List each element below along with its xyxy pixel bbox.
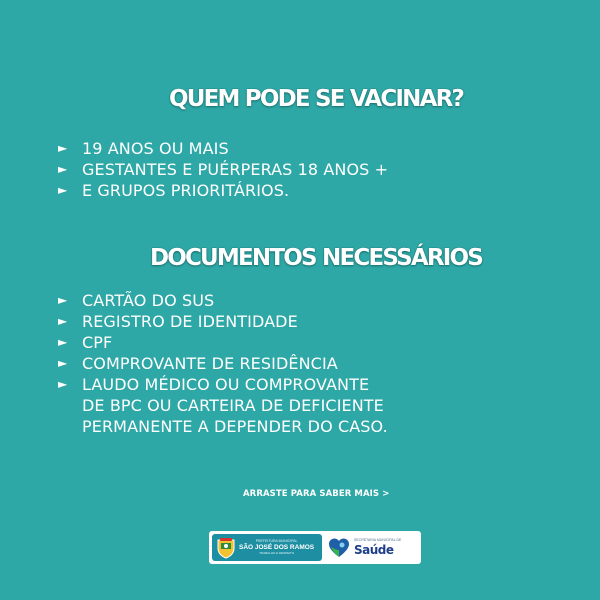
municipality-logo-name: SÃO JOSÉ DOS RAMOS (239, 543, 315, 551)
health-logo-name: Saúde (354, 543, 394, 558)
bullet-arrow-icon: ► (58, 293, 68, 307)
list-item-text: 19 ANOS OU MAIS (82, 139, 229, 158)
list-item-line: DE BPC OU CARTEIRA DE DEFICIENTE (82, 396, 384, 415)
municipality-logo (212, 534, 322, 561)
municipal-crest-icon (215, 537, 237, 559)
list-item (58, 159, 388, 180)
eligibility-list (58, 138, 388, 201)
list-item-line: LAUDO MÉDICO OU COMPROVANTE (82, 375, 370, 394)
list-item-text: CPF (82, 333, 113, 352)
heading-required-documents: DOCUMENTOS NECESSÁRIOS (149, 245, 483, 271)
swipe-for-more-link[interactable]: ARRASTE PARA SABER MAIS > (243, 489, 390, 499)
list-item-text: COMPROVANTE DE RESIDÊNCIA (82, 354, 338, 373)
list-item-text-multiline (82, 374, 388, 437)
list-item (58, 353, 388, 374)
list-item-text: E GRUPOS PRIORITÁRIOS. (82, 181, 290, 200)
bullet-arrow-icon: ► (58, 377, 68, 391)
heart-icon (328, 537, 350, 559)
bullet-arrow-icon: ► (58, 141, 68, 155)
documents-list (58, 290, 388, 437)
list-item (58, 180, 388, 201)
list-item (58, 332, 388, 353)
list-item-text: CARTÃO DO SUS (82, 291, 215, 310)
list-item-line: PERMANENTE A DEPENDER DO CASO. (82, 417, 388, 436)
list-item (58, 290, 388, 311)
list-item (58, 374, 388, 437)
list-item (58, 311, 388, 332)
list-item-text: REGISTRO DE IDENTIDADE (82, 312, 298, 331)
footer-logos (209, 531, 421, 564)
heading-who-can-vaccinate: QUEM PODE SE VACINAR? (168, 86, 464, 112)
municipality-logo-bottom-text: TRABALHO E RESPEITO (259, 551, 295, 555)
bullet-arrow-icon: ► (58, 314, 68, 328)
bullet-arrow-icon: ► (58, 356, 68, 370)
list-item (58, 138, 388, 159)
health-logo-top-text: SECRETARIA MUNICIPAL DE (354, 537, 402, 542)
bullet-arrow-icon: ► (58, 335, 68, 349)
list-item-text: GESTANTES E PUÉRPERAS 18 ANOS + (82, 160, 389, 179)
bullet-arrow-icon: ► (58, 162, 68, 176)
health-department-logo (326, 534, 418, 561)
municipality-logo-top-text: PREFEITURA MUNICIPAL (255, 539, 298, 543)
bullet-arrow-icon: ► (58, 183, 68, 197)
